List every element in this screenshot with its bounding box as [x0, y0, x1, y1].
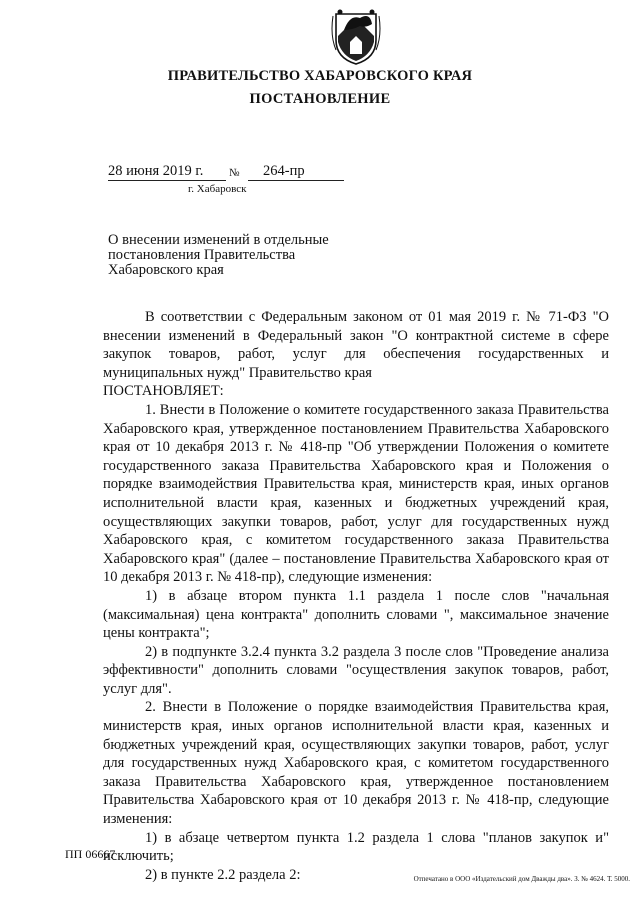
paragraph-2: 2. Внести в Положение о порядке взаимодействия Правительства края, министерств края, иных органов исполнительной власти края, казенных и бюджетных учреждений края, осуществляющих закупки товаров, работ, услуг для государственных нужд Хабаровского края, с комитетом государственного заказа Правительства Хабаровского края, утвержденное постановлением Правительства Хабаровского края от 10 декабря 2013 г. № 418-пр, следующие изменения: — [103, 699, 609, 828]
number-underline — [248, 180, 344, 181]
document-date: 28 июня 2019 г. — [108, 163, 204, 179]
paragraph-1: 1. Внести в Положение о комитете государственного заказа Правительства Хабаровского края, утвержденное постановлением Правительства Хабаровского края от 10 декабря 2013 г. № 418-пр "Об утверждении Положения о комитете государственного заказа Правительства Хабаровского края и Положения о порядке взаимодействия Правительства края, министерств края, иных органов исполнительной власти края, казенных и бюджетных учреждений края, осуществляющих закупки товаров, работ, услуг для государственных нужд Хабаровского края, с комитетом государственного заказа Правительства Хабаровского края" (далее – постановление Правительства Хабаровского края от 10 декабря 2013 г. № 418-пр), следующие изменения: — [103, 401, 609, 586]
paragraph-1-2: 2) в подпункте 3.2.4 пункта 3.2 раздела 3 после слов "Проведение анализа эффективности" дополнить словами "осуществления закупок товаров, работ, услуг для". — [103, 643, 609, 697]
print-imprint: Отпечатано в ООО «Издательский дом Дважды два». З. № 4624. Т. 5000. — [413, 875, 630, 883]
document-type: ПОСТАНОВЛЕНИЕ — [249, 91, 391, 107]
paragraph-1-1: 1) в абзаце втором пункта 1.1 раздела 1 после слов "начальная (максимальная) цена контракта" дополнить словами ", максимальное значение цены контракта"; — [103, 587, 609, 642]
government-title: ПРАВИТЕЛЬСТВО ХАБАРОВСКОГО КРАЯ — [167, 68, 473, 84]
resolves-heading: ПОСТАНОВЛЯЕТ: — [103, 383, 224, 400]
document-city: г. Хабаровск — [188, 183, 247, 195]
footer-code: ПП 06667 — [65, 847, 116, 861]
date-number-line — [108, 163, 338, 183]
paragraph-2-2: 2) в пункте 2.2 раздела 2: — [145, 866, 301, 883]
date-underline — [108, 180, 226, 181]
document-body — [103, 308, 609, 884]
document-number: 264-пр — [263, 163, 305, 179]
document-subject: О внесении изменений в отдельные постановления Правительства Хабаровского края — [108, 232, 329, 278]
preamble-paragraph: В соответствии с Федеральным законом от 01 мая 2019 г. № 71-ФЗ "О внесении изменений в Федеральный закон "О контрактной системе в сфере закупок товаров, работ, услуг для обеспечения государственных и муниципальных нужд" Правительство края — [103, 309, 609, 381]
paragraph-2-1: 1) в абзаце четвертом пункта 1.2 раздела 1 слова "планов закупок и" исключить; — [103, 829, 609, 865]
coat-of-arms-icon — [330, 6, 382, 66]
number-sign: № — [229, 167, 240, 179]
